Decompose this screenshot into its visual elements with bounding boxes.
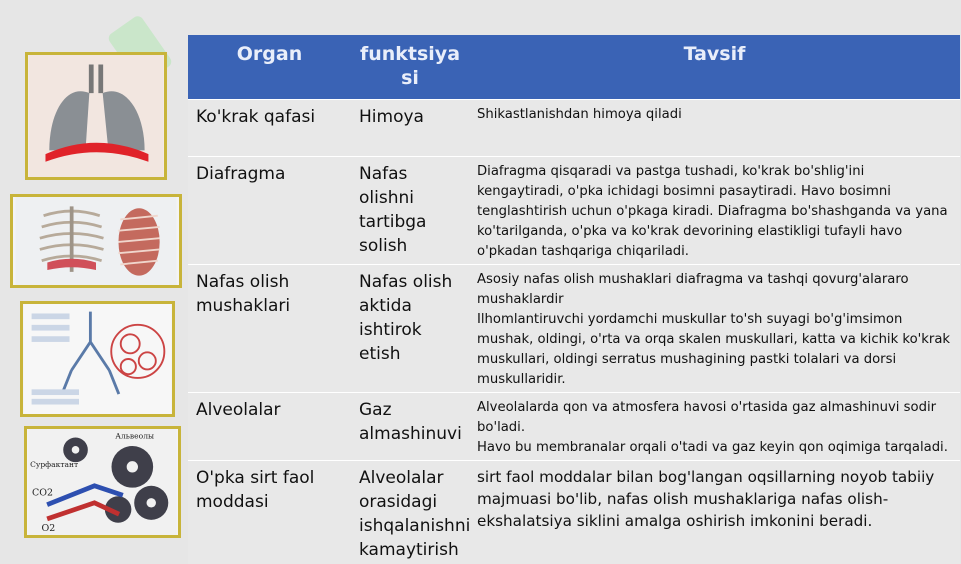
table-row [188, 392, 960, 460]
cell-function: Nafas olishni tartibga solish [351, 156, 469, 264]
o2-label: O2 [41, 523, 56, 535]
cell-organ: Alveolalar [188, 392, 351, 460]
co2-label: CO2 [31, 487, 53, 499]
header-organ: Organ [188, 35, 351, 99]
cell-function: Gaz almashinuvi [351, 392, 469, 460]
description-text: Asosiy nafas olish mushaklari diafragma va tashqi qovurg'alararo mushaklardir Ilhomlantiruvchi yordamchi muskullar to'sh suyagi bo'g'imsimon mushak, oldingi, o'rta va orqa skalen muskullari, katta va kichik ko'krak muskullari, oldingi serratus mushagining pastki tolalari va dorsi muskullaridir. [477, 271, 951, 387]
description-text: Diafragma qisqaradi va pastga tushadi, ko'krak bo'shlig'ini kengaytiradi, o'pka ichidagi bosimni pasaytiradi. Havo bosimni tenglashtirish uchun o'pkaga kiradi. Diafragma bo'shashganda va yana ko'tarilganda, o'pka va ko'krak devorining elastikligi tufayli havo o'pkadan tashqariga chiqariladi. [477, 163, 948, 259]
respiratory-muscles-diagram [20, 301, 175, 417]
description-text: Shikastlanishdan himoya qiladi [477, 106, 682, 122]
cell-organ: Ko'krak qafasi [188, 99, 351, 156]
table-row [188, 156, 960, 264]
table-header-row [188, 35, 960, 99]
cell-organ: Nafas olish mushaklari [188, 264, 351, 392]
header-function: funktsiyasi [351, 35, 469, 99]
cell-function: Himoya [351, 99, 469, 156]
description-text: Alveolalarda qon va atmosfera havosi o'rtasida gaz almashinuvi sodir bo'ladi. Havo bu membranalar orqali o'tadi va gaz keyin qon oqimiga tarqaladi. [477, 399, 948, 455]
table-row [188, 99, 960, 156]
description-text: sirt faol moddalar bilan bog'langan oqsillarning noyob tabiiy majmuasi bo'lib, nafas olish mushaklariga nafas olish-ekshalatsiya siklini amalga oshirish imkonini beradi. [477, 467, 935, 530]
cell-description [469, 460, 960, 564]
table-row [188, 460, 960, 564]
cell-function: Alveolalar orasidagi ishqalanishni kamaytirish [351, 460, 469, 564]
alveoli-surfactant-diagram [24, 426, 181, 538]
cell-organ: Diafragma [188, 156, 351, 264]
rib-cage-image [10, 194, 182, 288]
alveoli-label: Альвеолы [115, 431, 155, 441]
organ-function-table [188, 35, 960, 564]
lungs-diaphragm-image [25, 52, 167, 180]
header-description: Tavsif [469, 35, 960, 99]
cell-description [469, 99, 960, 156]
cell-description [469, 156, 960, 264]
table-row [188, 264, 960, 392]
cell-description [469, 264, 960, 392]
cell-function: Nafas olish aktida ishtirok etish [351, 264, 469, 392]
surfactant-label: Сурфактант [30, 459, 79, 469]
cell-description [469, 392, 960, 460]
cell-organ: O'pka sirt faol moddasi [188, 460, 351, 564]
